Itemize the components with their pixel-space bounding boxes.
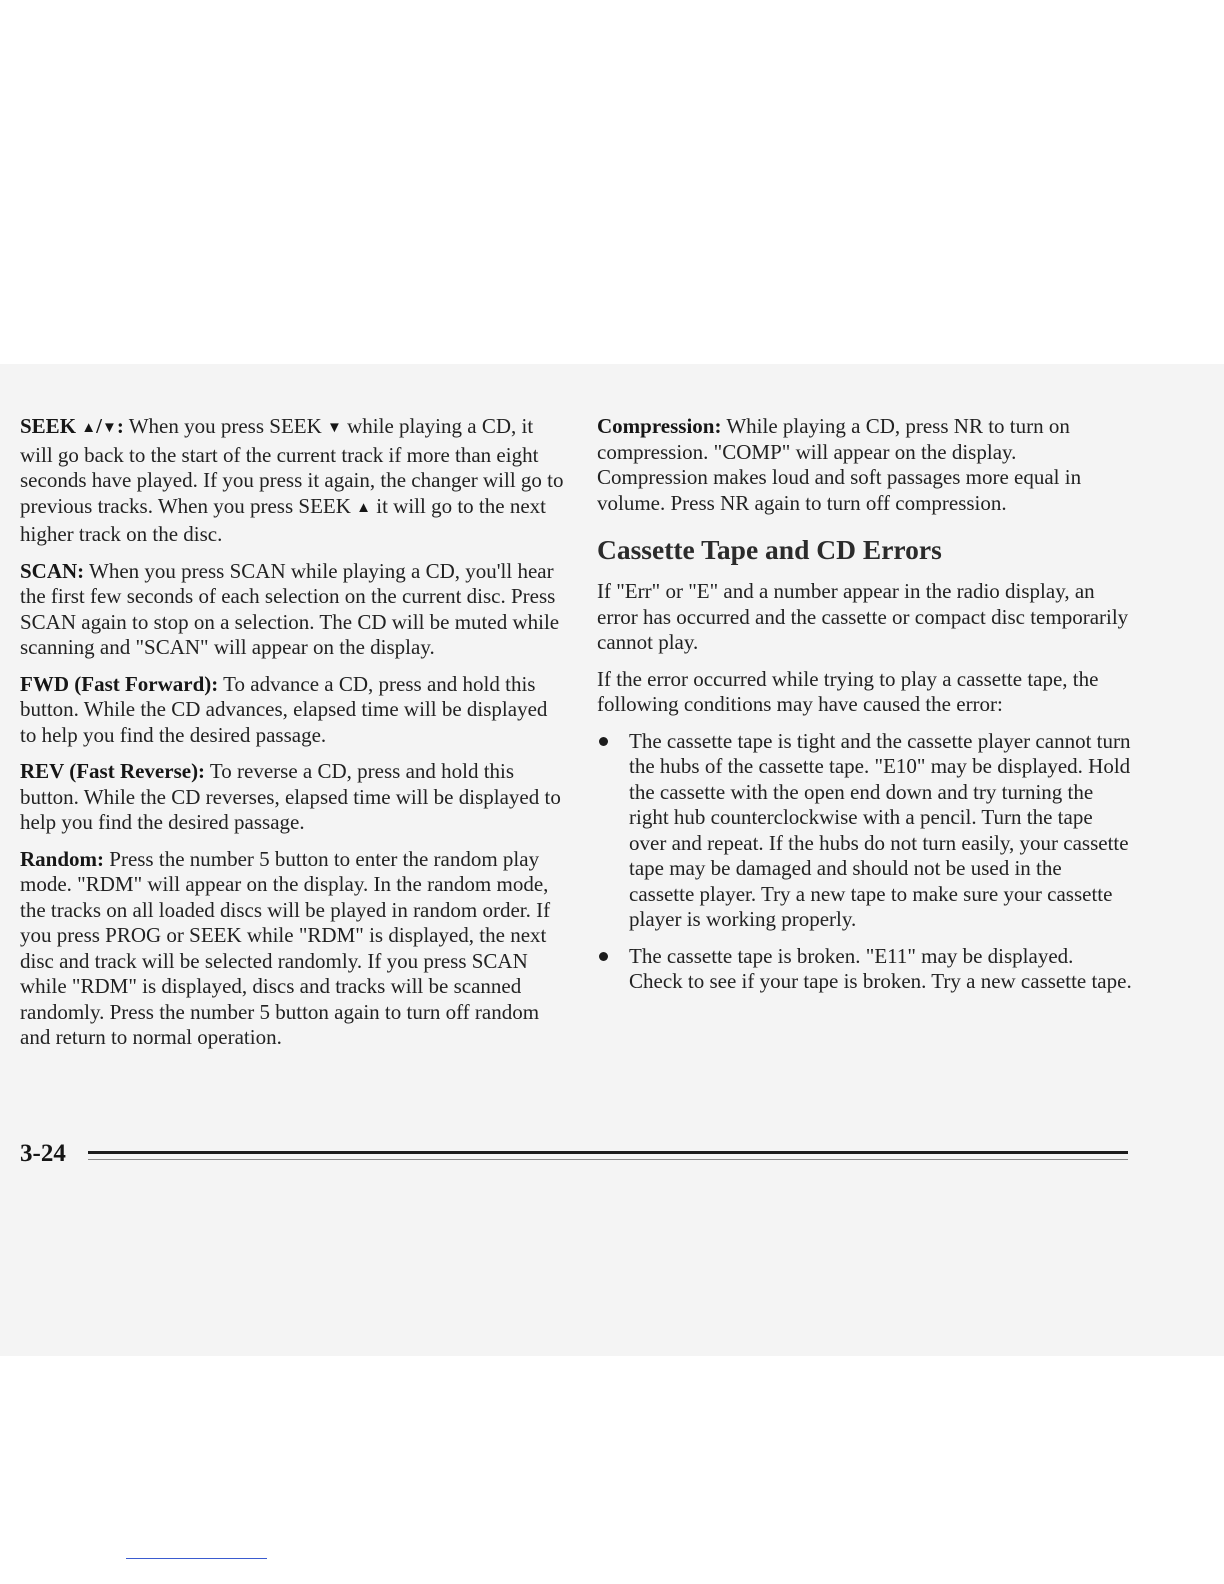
scan-paragraph [20,559,565,661]
seek-down-icon-inline: ▼ [327,420,342,436]
bullet-icon [599,737,608,746]
fwd-text: To advance a CD, press and hold this button. While the CD advances, elapsed time will be displayed to help you find the desired passage. [20,671,548,747]
compression-term: Compression: [597,414,722,438]
seek-paragraph [20,414,565,548]
seek-up-icon: ▲ [81,420,97,436]
scan-text: When you press SCAN while playing a CD, you'll hear the first few seconds of each selection on the current disc. Press SCAN again to stop on a selection. The CD will be muted while scanning and "SCAN" will appear on the display. [20,558,560,659]
page-number: 3-24 [20,1140,66,1167]
compression-paragraph [597,414,1132,516]
right-column [597,414,1132,1006]
rev-term: REV (Fast Reverse): [20,759,206,783]
rev-paragraph [20,759,565,836]
fwd-paragraph [20,672,565,749]
list-item-text: The cassette tape is broken. "E11" may be displayed. Check to see if your tape is broken. Try a new cassette tape. [629,943,1132,993]
error-intro-paragraph: If "Err" or "E" and a number appear in the radio display, an error has occurred and the cassette or compact disc temporarily cannot play. [597,579,1129,654]
seek-text-3: it will go to the next higher track on the disc. [20,493,546,546]
random-text: Press the number 5 button to enter the random play mode. "RDM" will appear on the display. In the random mode, the tracks on all loaded discs will be played in random order. If you press PROG or SEEK while "RDM" is displayed, the next disc and track will be selected randomly. If you press SCAN while "RDM" is displayed, discs and tracks will be scanned randomly. Press the number 5 button again to turn off random and return to normal operation. [20,846,551,1049]
footer-rule-thin [88,1159,1128,1160]
seek-down-icon: ▼ [101,420,117,436]
random-paragraph [20,847,565,1051]
seek-term: SEEK ▲/▼: [20,414,124,438]
random-term: Random: [20,846,105,871]
bullet-icon [599,952,608,961]
footer-rule [88,1151,1128,1154]
scan-term: SCAN: [20,558,85,583]
compression-text: While playing a CD, press NR to turn on compression. "COMP" will appear on the display. Compression makes loud and soft passages more equal in volume. Press NR again to turn off compression. [597,414,1082,515]
left-column [20,414,565,1062]
fwd-term: FWD (Fast Forward): [20,671,219,696]
seek-colon: : [116,414,124,438]
condition-intro-paragraph: If the error occurred while trying to play a cassette tape, the following conditions may have caused the error: [597,666,1099,716]
seek-text-2: while playing a CD, it will go back to the start of the current track if more than eight seconds have played. If you press it again, the changer will go to previous tracks. When you press SEEK [20,414,564,518]
section-heading: Cassette Tape and CD Errors [597,534,942,565]
list-item [597,944,1132,995]
rev-text: To reverse a CD, press and hold this button. While the CD reverses, elapsed time will be displayed to help you find the desired passage. [20,759,561,834]
error-conditions-list [597,729,1132,995]
bottom-underline-mark [126,1558,267,1559]
seek-up-icon-inline: ▲ [356,499,371,516]
seek-slash: / [96,414,102,438]
list-item [597,729,1132,933]
seek-text-1: When you press SEEK [123,414,328,438]
list-item-text: The cassette tape is tight and the cassette player cannot turn the hubs of the cassette tape. "E10" may be displayed. Hold the cassette with the open end down and try turning the right hub counterclockwise with a pencil. Turn the tape over and repeat. If the hubs do not turn easily, your cassette tape may be damaged and should not be used in the cassette player. Try a new tape to make sure your cassette player is working properly. [629,728,1131,931]
